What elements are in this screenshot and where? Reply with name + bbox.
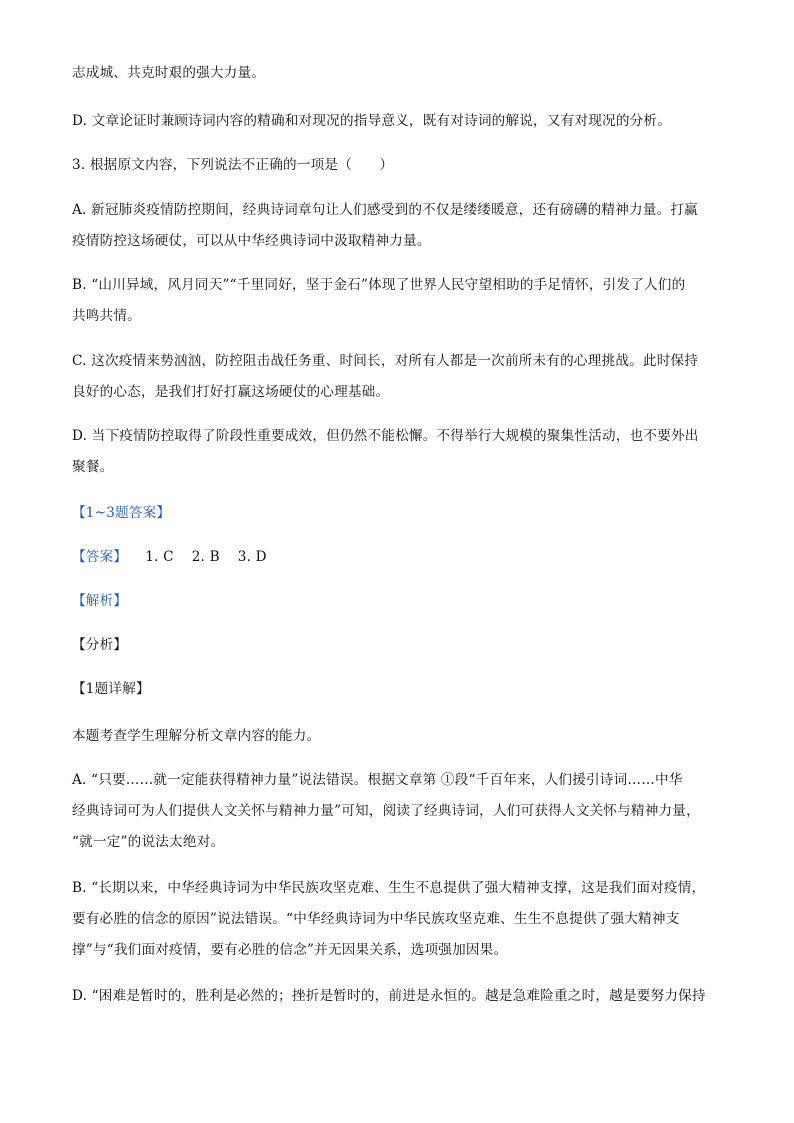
text-line: B. “山川异域，风月同天”“千里同好，坚于金石”体现了世界人民守望相助的手足情怀，引发了人们的 xyxy=(72,277,686,293)
text-line: A. 新冠肺炎疫情防控期间，经典诗词章句让人们感受到的不仅是缕缕暖意，还有磅礴的精神力量。打赢 xyxy=(72,202,698,218)
text-line: 疫情防控这场硬仗，可以从中华经典诗词中汲取精神力量。 xyxy=(72,233,431,249)
answer-item: 3. D xyxy=(237,549,267,565)
fenxi-label: 【分析】 xyxy=(72,637,128,653)
answer-item: 2. B xyxy=(191,549,220,565)
text-line: 志成城、共克时艰的强大力量。 xyxy=(72,65,266,81)
explanation-option-a xyxy=(72,765,732,858)
question-3-option-b xyxy=(72,270,732,332)
explanation-option-d xyxy=(72,981,732,1012)
text-line: 经典诗词可为人们提供人文关怀与精神力量”可知，阅读了经典诗词，人们可获得人文关怀与精神力量， xyxy=(72,803,700,819)
option-d-statement xyxy=(72,106,732,137)
question-3-option-c xyxy=(72,346,732,408)
explanation-intro xyxy=(72,721,732,752)
answer-group-title: 【1~3题答案】 xyxy=(72,505,171,521)
text-line: D. “困难是暂时的，胜利是必然的；挫折是暂时的，前进是永恒的。越是急难险重之时，越是要努力保持 xyxy=(72,988,706,1004)
text-line: 良好的心态，是我们打好打赢这场硬仗的心理基础。 xyxy=(72,384,390,400)
text-line: C. 这次疫情来势汹汹，防控阻击战任务重、时间长，对所有人都是一次前所未有的心理挑战。此时保持 xyxy=(72,353,699,369)
text-line: “就一定”的说法太绝对。 xyxy=(72,834,225,850)
text-line: D. 当下疫情防控取得了阶段性重要成效，但仍然不能松懈。不得举行大规模的聚集性活动，也不要外出 xyxy=(72,428,699,444)
text-line: B. “长期以来，中华经典诗词为中华民族攻坚克难、生生不息提供了强大精神支撑，这是我们面对疫情， xyxy=(72,880,706,896)
text-line: 本题考查学生理解分析文章内容的能力。 xyxy=(72,728,321,744)
answer-item: 1. C xyxy=(145,549,174,565)
explanation-option-b xyxy=(72,873,732,966)
text-line: 要有必胜的信念的原因”说法错误。“中华经典诗词为中华民族攻坚克难、生生不息提供了强大精神支 xyxy=(72,911,680,927)
question-1-detail-label: 【1题详解】 xyxy=(72,681,150,697)
text-line: D. 文章论证时兼顾诗词内容的精确和对现况的指导意义，既有对诗词的解说，又有对现况的分析。 xyxy=(72,113,671,129)
answer-label: 【答案】 xyxy=(72,549,128,565)
text-line: 撑”与“我们面对疫情，要有必胜的信念”并无因果关系，选项强加因果。 xyxy=(72,942,508,958)
answer-line xyxy=(72,542,732,573)
text-line: A. “只要……就一定能获得精神力量”说法错误。根据文章第 ①段“千百年来，人们援引诗词……中华 xyxy=(72,772,683,788)
paragraph-continuation xyxy=(72,58,732,89)
question-3-stem xyxy=(72,150,732,181)
question-3-option-d xyxy=(72,421,732,483)
text-line: 3. 根据原文内容，下列说法不正确的一项是（ ） xyxy=(72,157,394,173)
text-line: 聚餐。 xyxy=(72,459,114,475)
question-3-option-a xyxy=(72,195,732,257)
text-line: 共鸣共情。 xyxy=(72,308,141,324)
analysis-label: 【解析】 xyxy=(72,593,128,609)
